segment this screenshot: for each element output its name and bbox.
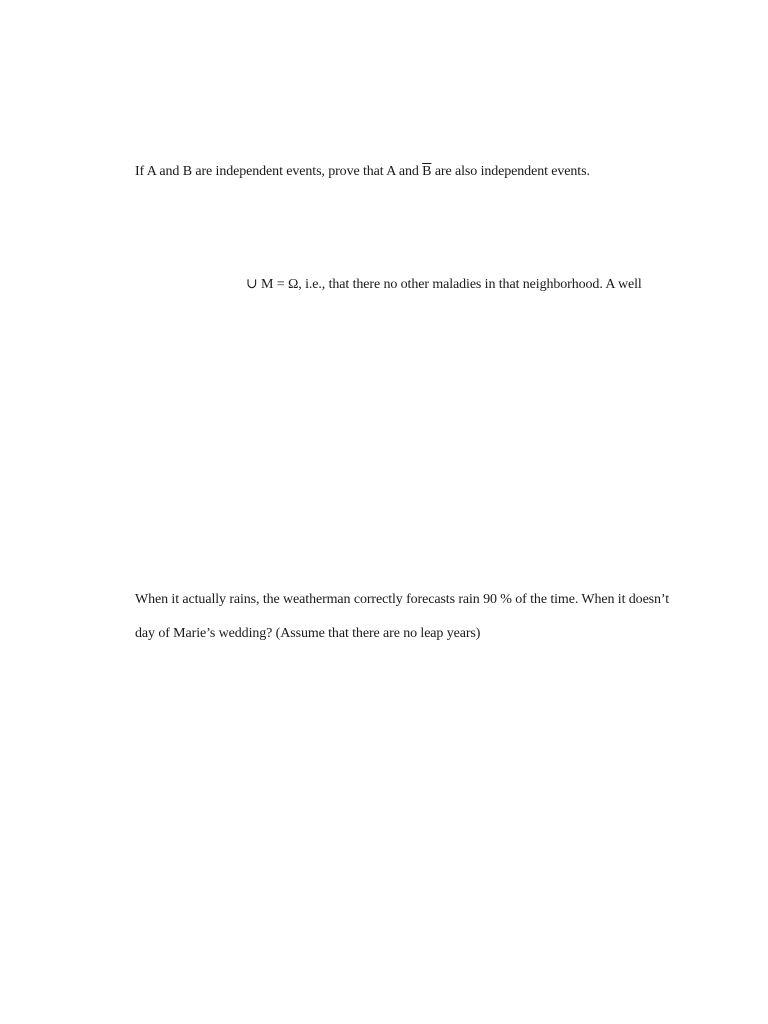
text-segment: are also independent events.: [431, 164, 590, 179]
text-segment: If A and B are independent events, prove that A and: [135, 164, 423, 179]
wedding-question-line: day of Marie’s wedding? (Assume that there are no leap years): [135, 626, 481, 641]
weatherman-text-line: When it actually rains, the weatherman correctly forecasts rain 90 % of the time. When it doesn’t: [135, 592, 670, 607]
problem-independence-text: [135, 163, 590, 181]
b-complement-symbol: $\overline{B}$: [422, 164, 432, 179]
maladies-text-fragment: ∪ M = Ω, i.e., that there no other maladies in that neighborhood. A well: [246, 277, 642, 292]
